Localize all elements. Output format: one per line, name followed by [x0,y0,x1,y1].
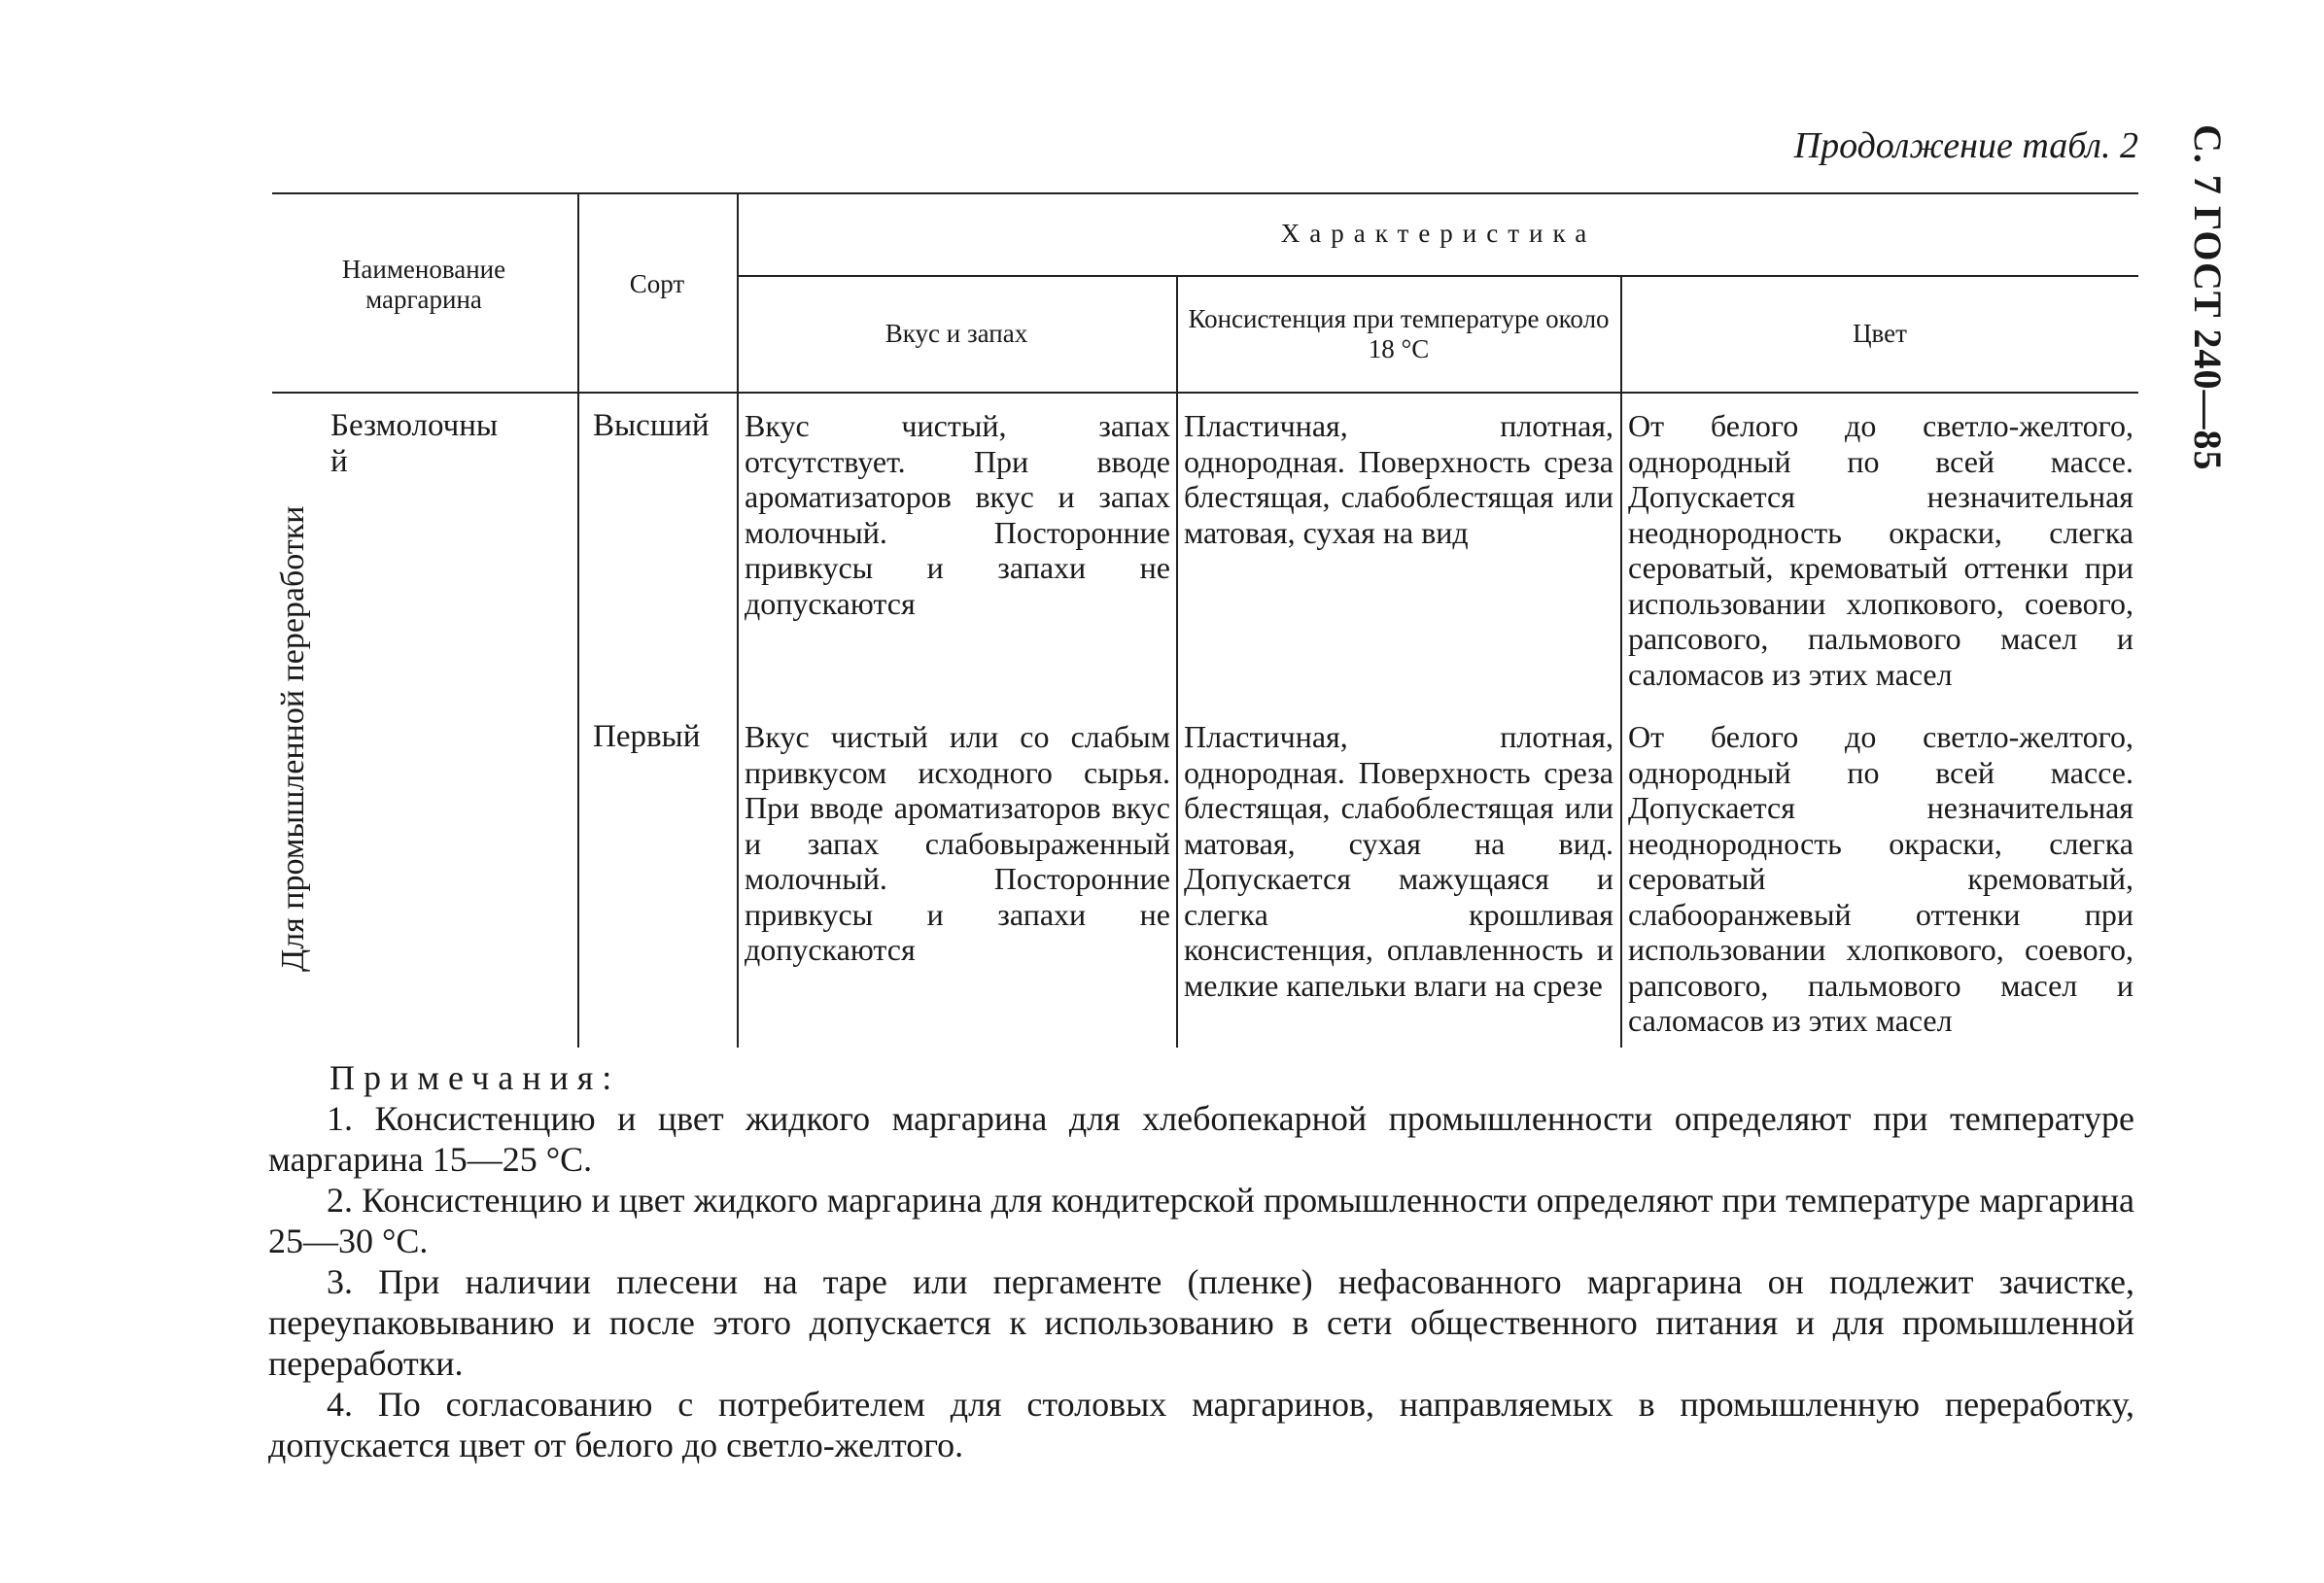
grade-row-2: Первый [593,719,701,754]
header-bottom-rule [272,392,2138,394]
grade-row-1: Высший [593,408,710,443]
color-row-1: От белого до светло-желтого, однородный по всей массе. Допускается незначительная неоднородность окраски, слегка сероватый, кремоватый оттенки при использовании хлопкового, соевого, рапсового, пальмового масел и саломасов из этих масел [1628,408,2133,692]
consistency-row-2: Пластичная, плотная, однородная. Поверхность среза блестящая, слабоблестящая или матовая, сухая на вид. Допускается мажущаяся и слегка крошливая консистенция, оплавленность и мелкие капельки влаги на срезе [1184,719,1613,1003]
header-consistency: Консистенция при температуре около 18 °С [1188,304,1610,363]
header-taste: Вкус и запах [885,319,1028,348]
divider-consistency-color [1620,275,1622,1048]
notes-heading: Примечания: [330,1058,621,1097]
notes-section [268,1057,2134,1465]
divider-taste-consistency [1176,275,1178,1048]
characteristic-rule [737,275,2138,277]
margarine-name: Безмолочный [330,408,499,479]
header-characteristic: Характеристика [1280,219,1597,248]
color-row-2: От белого до светло-желтого, однородный по всей массе. Допускается незначительная неоднородность окраски, слегка сероватый кремоватый, слабооранжевый оттенки при использовании хлопкового, соевого, рапсового, пальмового масел и саломасов из этих масел [1628,719,2133,1038]
continuation-title: Продолжение табл. 2 [1793,125,2138,166]
page-reference: С. 7 ГОСТ 240—85 [2186,124,2230,471]
note-item: 2. Консистенцию и цвет жидкого маргарина для кондитерской промышленности определяют при температуре маргарина 25—30 °С. [268,1181,2134,1260]
header-grade: Сорт [629,269,685,298]
taste-row-2: Вкус чистый или со слабым привкусом исходного сырья. При вводе ароматизаторов вкус и запах слабовыраженный молочный. Посторонние привкусы и запахи не допускаются [745,719,1170,967]
header-margarine-name: Наименование маргарина [341,255,506,314]
group-label: Для промышленной переработки [275,505,311,972]
divider-name-grade [577,192,579,1048]
note-item: 4. По согласованию с потребителем для столовых маргаринов, направляемых в промышленную переработку, допускается цвет от белого до светло-желтого. [268,1385,2134,1464]
note-item: 1. Консистенцию и цвет жидкого маргарина для хлебопекарной промышленности определяют при температуре маргарина 15—25 °С. [268,1099,2134,1179]
header-color: Цвет [1853,319,1907,348]
table-top-rule [272,192,2138,194]
taste-row-1: Вкус чистый, запах отсутствует. При вводе ароматизаторов вкус и запах молочный. Посторонние привкусы и запахи не допускаются [745,408,1170,621]
note-item: 3. При наличии плесени на таре или пергаменте (пленке) нефасованного маргарина он подлежит зачистке, переупаковыванию и после этого допускается к использованию в сети общественного питания и для промышленной переработки. [268,1262,2134,1383]
consistency-row-1: Пластичная, плотная, однородная. Поверхность среза блестящая, слабоблестящая или матовая, сухая на вид [1184,408,1613,550]
